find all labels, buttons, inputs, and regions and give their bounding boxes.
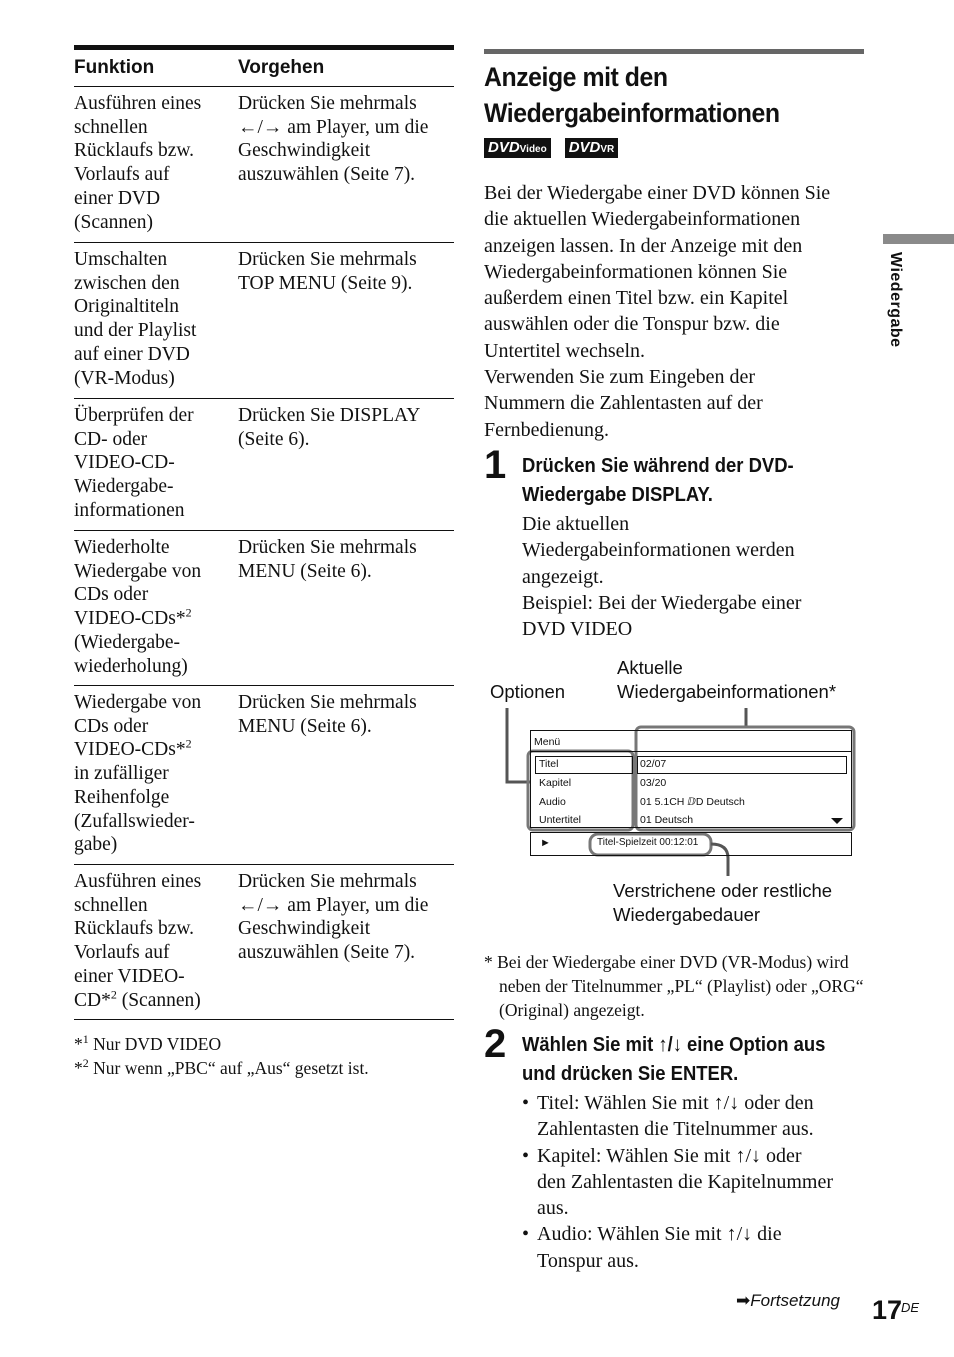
row-funktion: Wiedergabe von CDs oder VIDEO-CDs*$^2$ in zufälliger Reihenfolge (Zufallswieder- gabe) [74,692,202,856]
page-number: 17 [872,1295,903,1325]
table-notes [74,1032,454,1080]
status-bar [530,832,852,856]
step-1 [484,445,874,645]
step-bullets [522,1090,867,1274]
step-title: Drücken Sie während der DVD- Wiedergabe DISPLAY. [522,454,794,506]
note-2: *$^2$ Nur wenn „PBC“ auf „Aus“ gesetzt ist. [74,1056,369,1078]
row-vorgehen: Drücken Sie DISPLAY (Seite 6). [238,405,421,450]
table-row [74,87,454,243]
note-1: *$^1$ Nur DVD VIDEO [74,1032,222,1054]
dvd-video-badge: DVDVideo [484,138,551,158]
vr-mode-footnote: * Bei der Wiedergabe einer DVD (VR-Modus) wird neben der Titelnummer „PL“ (Playlist) oder „ORG“ (Original) angezeigt. [484,952,864,1020]
step-body: Die aktuellen Wiedergabeinformationen werden angezeigt. Beispiel: Bei der Wiedergabe einer DVD VIDEO [522,513,802,641]
side-tab-label: Wiedergabe [887,252,904,348]
label-current-info: Aktuelle Wiedergabeinformationen* [617,657,837,702]
table-row [74,686,454,865]
table-row [74,531,454,686]
table-row [74,243,454,399]
bullet-kapitel: • Kapitel: Wählen Sie mit ↑/↓ oder den Zahlentasten die Kapitelnummer aus. [522,1144,834,1220]
scroll-down-icon[interactable] [831,818,843,824]
option-titel[interactable]: Titel [539,758,559,770]
value-kapitel: 03/20 [640,777,667,789]
row-vorgehen: Drücken Sie mehrmals TOP MENU (Seite 9). [238,249,417,294]
row-funktion: Ausführen eines schnellen Rücklaufs bzw. Vorlaufs auf einer VIDEO- CD*$^2$ (Scannen) [74,871,202,1011]
table-row [74,865,454,1020]
option-kapitel[interactable]: Kapitel [539,777,572,789]
value-untertitel: 01 Deutsch [640,814,694,826]
play-icon: ► [540,837,551,849]
row-vorgehen: Drücken Sie mehrmals ←/→ am Player, um die Geschwindigkeit auszuwählen (Seite 7). [238,871,429,964]
label-options: Optionen [490,681,566,702]
display-screen [530,730,852,828]
header-vorgehen: Vorgehen [238,57,325,78]
table-header [74,50,454,87]
row-vorgehen: Drücken Sie mehrmals ←/→ am Player, um die Geschwindigkeit auszuwählen (Seite 7). [238,93,429,186]
menu-label: Menü [534,736,561,748]
row-funktion: Wiederholte Wiedergabe von CDs oder VIDEO-CDs*$^2$ (Wiedergabe- wiederholung) [74,537,202,677]
table-row [74,399,454,531]
section-top-rule [484,49,864,54]
bullet-titel: • Titel: Wählen Sie mit ↑/↓ oder den Zahlentasten die Titelnummer aus. [522,1092,814,1141]
step-number: 1 [484,443,507,487]
function-table [74,45,454,1080]
info-display-diagram [484,650,864,940]
continued-label: ➡Fortsetzung [736,1291,841,1310]
row-funktion: Umschalten zwischen den Originaltiteln und der Playlist auf einer DVD (VR-Modus) [74,249,197,389]
option-untertitel[interactable]: Untertitel [539,814,582,826]
label-elapsed-time: Verstrichene oder restliche Wiedergabedauer [613,880,833,925]
step-title: Wählen Sie mit ↑/↓ eine Option aus und drücken Sie ENTER. [522,1033,826,1085]
bullet-audio: • Audio: Wählen Sie mit ↑/↓ die Tonspur aus. [522,1223,782,1272]
playback-info-section [484,49,864,443]
row-funktion: Ausführen eines schnellen Rücklaufs bzw. Vorlaufs auf einer DVD (Scannen) [74,93,202,233]
step-number: 2 [484,1022,507,1066]
step-2 [484,1024,874,1284]
intro-text: Bei der Wiedergabe einer DVD können Sie die aktuellen Wiedergabeinformationen anzeigen lassen. In der Anzeige mit den Wiedergabeinformationen können Sie außerdem einen Titel bzw. ein Kapitel auswählen oder die Tonspur bzw. die Untertitel wechseln. Verwenden Sie zum Eingeben der Nummern die Zahlentasten auf der Fernbedienung. [484,182,831,441]
row-vorgehen: Drücken Sie mehrmals MENU (Seite 6). [238,537,417,582]
row-vorgehen: Drücken Sie mehrmals MENU (Seite 6). [238,692,417,737]
menu-divider [531,751,851,752]
dvd-vr-badge: DVDVR [565,138,619,158]
row-funktion: Überprüfen der CD- oder VIDEO-CD- Wiedergabe- informationen [74,405,194,521]
elapsed-time: Titel-Spielzeit 00:12:01 [597,837,699,848]
section-title: Anzeige mit den Wiedergabeinformationen [484,62,780,128]
page-language-suffix: DE [901,1300,920,1315]
header-funktion: Funktion [74,57,155,78]
value-titel: 02/07 [640,758,667,770]
side-tab-bar [883,234,954,244]
title-value-highlight [637,756,847,774]
option-audio[interactable]: Audio [539,796,566,808]
value-audio: 01 5.1CH ⅅD Deutsch [640,796,745,808]
disc-badges [484,138,864,158]
